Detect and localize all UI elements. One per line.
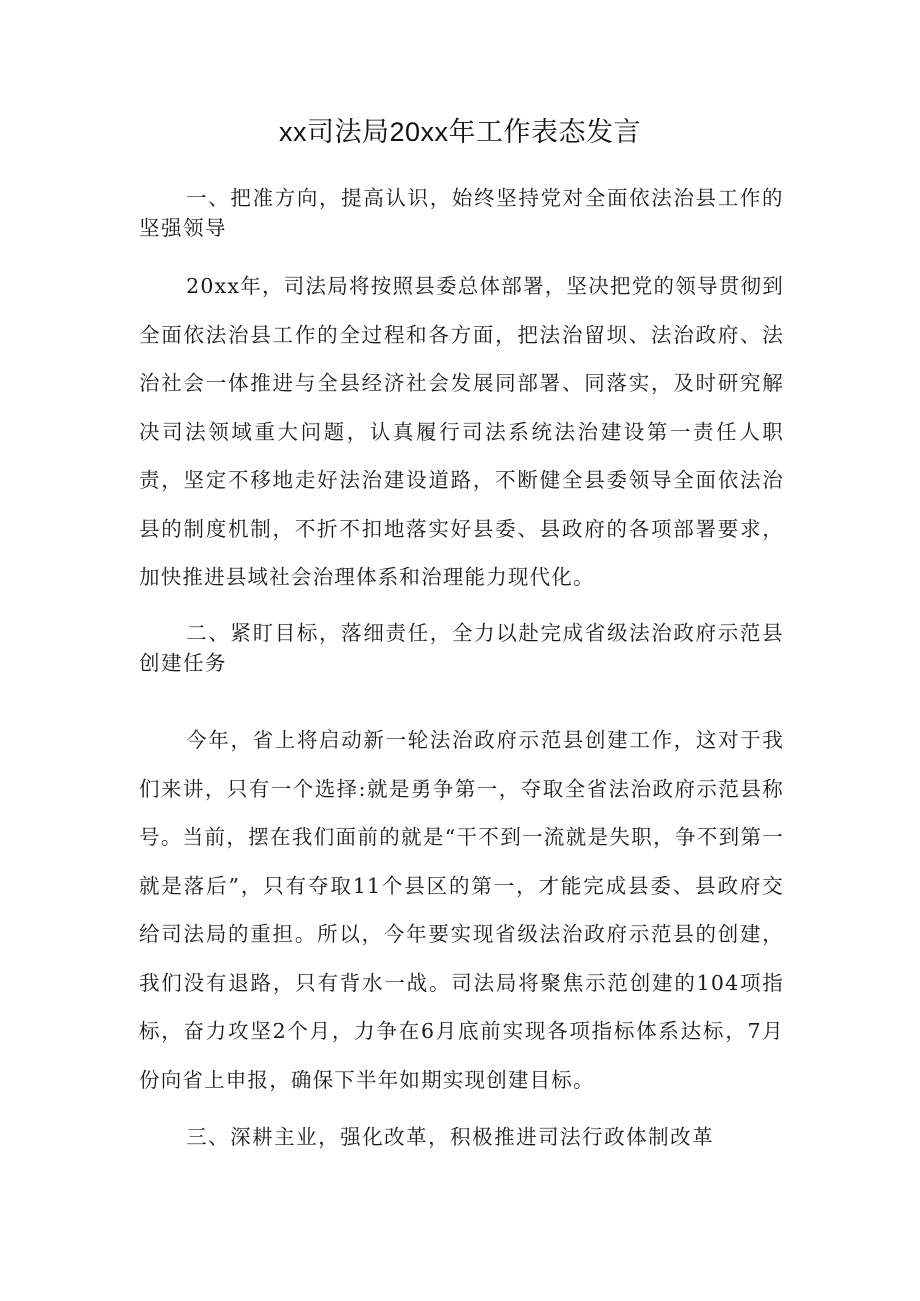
section-1-heading: 一、把准方向，提高认识，始终坚持党对全面依法治县工作的坚强领导 [139,186,784,240]
section-3-heading: 三、深耕主业，强化改革，积极推进司法行政体制改革 [186,1125,715,1149]
section-2-paragraph: 今年，省上将启动新一轮法治政府示范县创建工作，这对于我们来讲，只有一个选择:就是勇争第一，夺取全省法治政府示范县称号。当前，摆在我们面前的就是“干不到一流就是失职，争不到第一就是落后”，只有夺取11个县区的第一，才能完成县委、县政府交给司法局的重担。所以，今年要实现省级法治政府示范县的创建，我们没有退路，只有背水一战。司法局将聚焦示范创建的104项指标，奋力攻坚2个月，力争在6月底前实现各项指标体系达标，7月份向省上申报，确保下半年如期实现创建目标。 [139,728,784,1092]
document-title: xx司法局20xx年工作表态发言 [278,117,642,147]
section-2-heading: 二、紧盯目标，落细责任，全力以赴完成省级法治政府示范县创建任务 [139,621,784,675]
section-1-paragraph: 20xx年，司法局将按照县委总体部署，坚决把党的领导贯彻到全面依法治县工作的全过程和各方面，把法治留坝、法治政府、法治社会一体推进与全县经济社会发展同部署、同落实，及时研究解决司法领域重大问题，认真履行司法系统法治建设第一责任人职责，坚定不移地走好法治建设道路，不断健全县委领导全面依法治县的制度机制，不折不扣地落实好县委、县政府的各项部署要求，加快推进县域社会治理体系和治理能力现代化。 [139,274,784,589]
